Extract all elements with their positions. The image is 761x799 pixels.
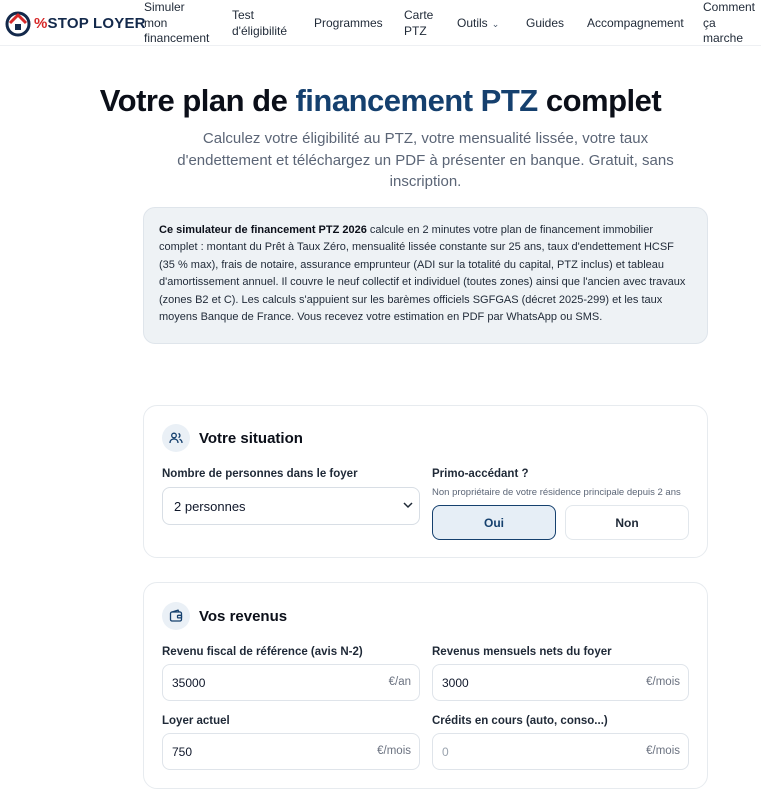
description-text: calcule en 2 minutes votre plan de financement immobilier complet : montant du Prêt à Taux Zéro, mensualité lissée constante sur 25 ans, taux d'endettement HCSF (35 % max), frais de notaire, assurance emprunteur (ADI sur la totalité du capital, PTZ inclus) et tableau d'amortissement annuel. Il couvre le neuf collectif et individuel (toutes zones) ainsi que l'ancien avec travaux (zones B2 et C). Les calculs s'appuient sur les barèmes officiels SGFGAS (décret 2025-299) et les taux moyens Banque de France. Vous recevez votre estimation en PDF par WhatsApp ou SMS.: [159, 224, 686, 324]
primo-hint: Non propriétaire de votre résidence principale depuis 2 ans: [432, 487, 681, 498]
nav-outils[interactable]: [457, 16, 499, 33]
page-subtitle: Calculez votre éligibilité au PTZ, votre mensualité lissée, votre taux d'endettement et téléchargez un PDF à présenter en banque. Gratuit, sans inscription.: [177, 130, 674, 190]
chevron-down-icon: ⌄: [491, 19, 500, 29]
rfr-unit: €/an: [388, 676, 411, 688]
rfr-value: 35000: [172, 675, 206, 690]
primo-label: Primo-accédant ?: [432, 468, 529, 480]
wallet-icon: [162, 602, 190, 630]
rfr-input[interactable]: [162, 664, 420, 701]
mensuels-label: Revenus mensuels nets du foyer: [432, 646, 612, 658]
nav-carte-ptz[interactable]: Carte PTZ: [404, 8, 434, 38]
simulator-description: [143, 207, 708, 344]
credits-unit: €/mois: [646, 745, 680, 757]
mensuels-unit: €/mois: [646, 676, 680, 688]
loyer-value: 750: [172, 744, 193, 759]
logo-text: %STOP LOYER: [34, 14, 146, 32]
nav-outils-label: Outils: [457, 16, 488, 30]
house-logo-icon: [4, 9, 32, 37]
description-bold: Ce simulateur de financement PTZ 2026: [159, 224, 367, 236]
nav-comment-ca-marche[interactable]: Comment ça marche: [703, 0, 756, 45]
site-header: [0, 0, 761, 46]
primo-oui-button[interactable]: Oui: [432, 505, 556, 540]
nav-guides[interactable]: Guides: [526, 16, 565, 30]
logo[interactable]: [4, 8, 146, 38]
loyer-input[interactable]: [162, 733, 420, 770]
situation-header: [162, 424, 303, 452]
loyer-unit: €/mois: [377, 745, 411, 757]
mensuels-input[interactable]: [432, 664, 689, 701]
foyer-label: Nombre de personnes dans le foyer: [162, 468, 358, 480]
users-icon: [162, 424, 190, 452]
page-title: Votre plan de financement PTZ complet: [99, 83, 662, 118]
nav-simuler-financement[interactable]: Simuler mon financement: [144, 0, 210, 45]
revenus-title: Vos revenus: [199, 607, 288, 625]
credits-input[interactable]: [432, 733, 689, 770]
credits-placeholder: 0: [442, 744, 449, 759]
situation-card: [143, 405, 708, 558]
foyer-select[interactable]: [162, 487, 420, 525]
mensuels-value: 3000: [442, 675, 469, 690]
situation-title: Votre situation: [199, 429, 303, 447]
rfr-label: Revenu fiscal de référence (avis N-2): [162, 646, 363, 658]
revenus-header: [162, 602, 287, 630]
chevron-down-icon: [402, 498, 414, 512]
primo-non-button[interactable]: Non: [565, 505, 689, 540]
nav-test-eligibilite[interactable]: Test d'éligibilité: [232, 8, 287, 38]
revenus-card: [143, 582, 708, 789]
foyer-select-value: 2 personnes: [174, 498, 246, 514]
nav-accompagnement[interactable]: Accompagnement: [587, 16, 684, 30]
credits-label: Crédits en cours (auto, conso...): [432, 715, 608, 727]
loyer-label: Loyer actuel: [162, 715, 230, 727]
nav-programmes[interactable]: Programmes: [314, 16, 383, 30]
